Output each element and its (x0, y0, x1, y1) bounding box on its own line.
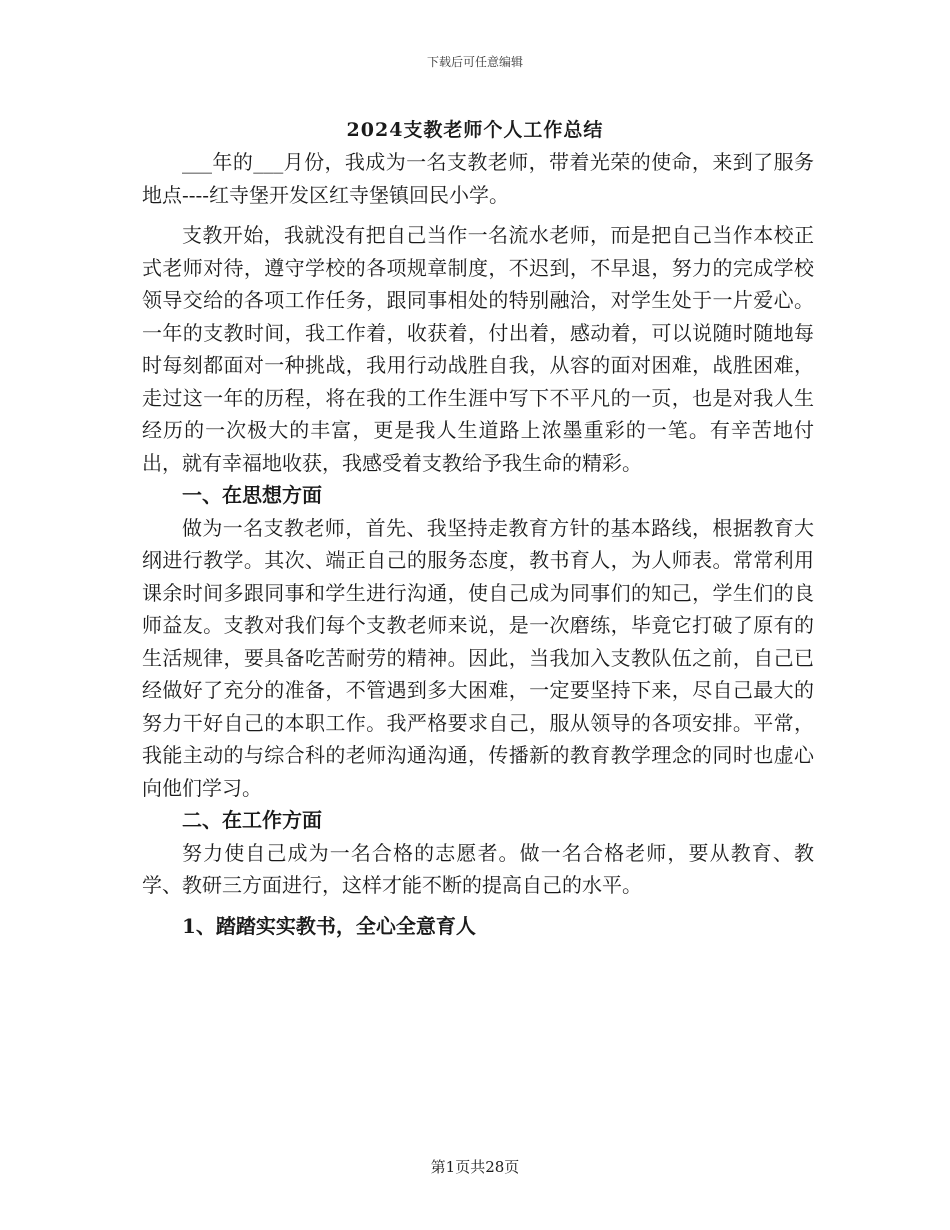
document-title: 2024支教老师个人工作总结 (346, 119, 604, 141)
page-number-footer: 第1页共28页 (430, 1158, 520, 1176)
body-paragraph: 做为一名支教老师，首先、我坚持走教育方针的基本路线，根据教育大纲进行教学。其次、端正自己的服务态度，教书育人，为人师表。常常利用课余时间多跟同事和学生进行沟通，使自己成为同事们的知己，学生们的良师益友。支教对我们每个支教老师来说，是一次磨练，毕竟它打破了原有的生活规律，要具备吃苦耐劳的精神。因此，当我加入支教队伍之前，自己已经做好了充分的准备，不管遇到多大困难，一定要坚持下来，尽自己最大的努力干好自己的本职工作。我严格要求自己，服从领导的各项安排。平常，我能主动的与综合科的老师沟通沟通，传播新的教育教学理念的同时也虚心向他们学习。 (142, 515, 814, 800)
subsection-heading: 1、踏踏实实教书，全心全意育人 (182, 913, 476, 938)
section-heading-work: 二、在工作方面 (182, 808, 322, 832)
page-header-note: 下载后可任意编辑 (426, 55, 523, 69)
body-paragraph: 支教开始，我就没有把自己当作一名流水老师，而是把自己当作本校正式老师对待，遵守学校的各项规章制度，不迟到，不早退，努力的完成学校领导交给的各项工作任务，跟同事相处的特别融洽，对学生处于一片爱心。一年的支教时间，我工作着，收获着，付出着，感动着，可以说随时随地每时每刻都面对一种挑战，我用行动战胜自我，从容的面对困难，战胜困难，走过这一年的历程，将在我的工作生涯中写下不平凡的一页，也是对我人生经历的一次极大的丰富，更是我人生道路上浓墨重彩的一笔。有辛苦地付出，就有幸福地收获，我感受着支教给予我生命的精彩。 (142, 223, 814, 475)
intro-paragraph: ___年的___月份，我成为一名支教老师，带着光荣的使命，来到了服务地点----红寺堡开发区红寺堡镇回民小学。 (142, 150, 814, 207)
document-body (142, 146, 814, 942)
section-heading-thought: 一、在思想方面 (182, 483, 322, 507)
body-paragraph: 努力使自己成为一名合格的志愿者。做一名合格老师，要从教育、教学、教研三方面进行，这样才能不断的提高自己的水平。 (142, 840, 814, 897)
